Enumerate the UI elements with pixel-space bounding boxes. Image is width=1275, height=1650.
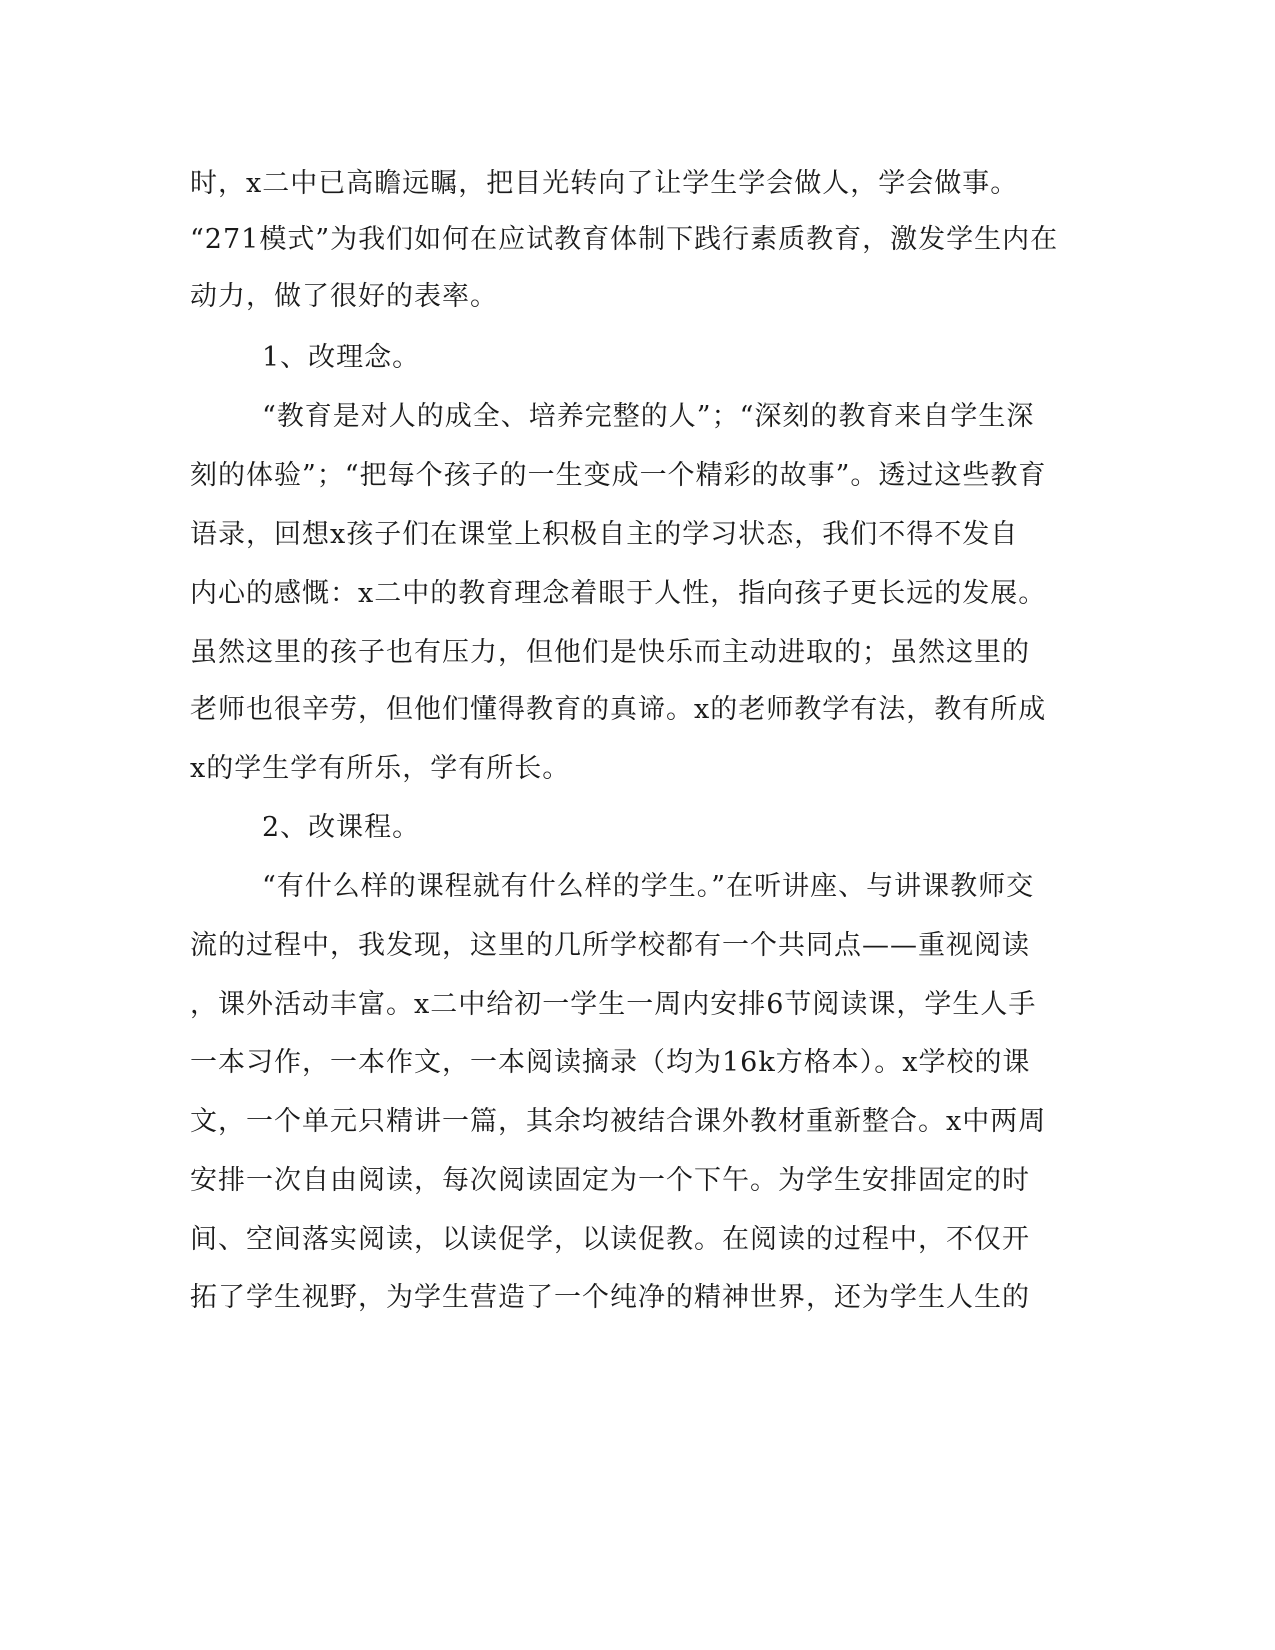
text-line: 虽然这里的孩子也有压力，但他们是快乐而主动进取的；虽然这里的 bbox=[190, 637, 1030, 668]
text-line: 动力，做了很好的表率。 bbox=[190, 281, 498, 312]
text-line: “教育是对人的成全、培养完整的人”；“深刻的教育来自学生深 bbox=[262, 401, 1035, 432]
text-line: 内心的感慨：x二中的教育理念着眼于人性，指向孩子更长远的发展。 bbox=[190, 578, 1047, 609]
text-line: 刻的体验”；“把每个孩子的一生变成一个精彩的故事”。透过这些教育 bbox=[190, 460, 1047, 491]
section-heading: 2、改课程。 bbox=[262, 812, 421, 843]
section-heading: 1、改理念。 bbox=[262, 342, 421, 373]
text-line: x的学生学有所乐，学有所长。 bbox=[190, 753, 571, 784]
text-line: 安排一次自由阅读，每次阅读固定为一个下午。为学生安排固定的时 bbox=[190, 1165, 1030, 1196]
text-line: ，课外活动丰富。x二中给初一学生一周内安排6节阅读课，学生人手 bbox=[190, 989, 1037, 1020]
text-line: 时，x二中已高瞻远瞩，把目光转向了让学生学会做人，学会做事。 bbox=[190, 168, 1019, 199]
text-line: 间、空间落实阅读，以读促学，以读促教。在阅读的过程中，不仅开 bbox=[190, 1224, 1030, 1255]
text-line: 文，一个单元只精讲一篇，其余均被结合课外教材重新整合。x中两周 bbox=[190, 1106, 1047, 1137]
text-line: 拓了学生视野，为学生营造了一个纯净的精神世界，还为学生人生的 bbox=[190, 1282, 1030, 1313]
text-line: “有什么样的课程就有什么样的学生。”在听讲座、与讲课教师交 bbox=[262, 871, 1035, 902]
text-line: 语录，回想x孩子们在课堂上积极自主的学习状态，我们不得不发自 bbox=[190, 519, 1019, 550]
text-line: 老师也很辛劳，但他们懂得教育的真谛。x的老师教学有法，教有所成 bbox=[190, 694, 1047, 725]
text-line: “271模式”为我们如何在应试教育体制下践行素质教育，激发学生内在 bbox=[190, 224, 1059, 255]
text-line: 一本习作，一本作文，一本阅读摘录（均为16k方格本）。x学校的课 bbox=[190, 1047, 1031, 1078]
text-line: 流的过程中，我发现，这里的几所学校都有一个共同点——重视阅读 bbox=[190, 930, 1030, 961]
